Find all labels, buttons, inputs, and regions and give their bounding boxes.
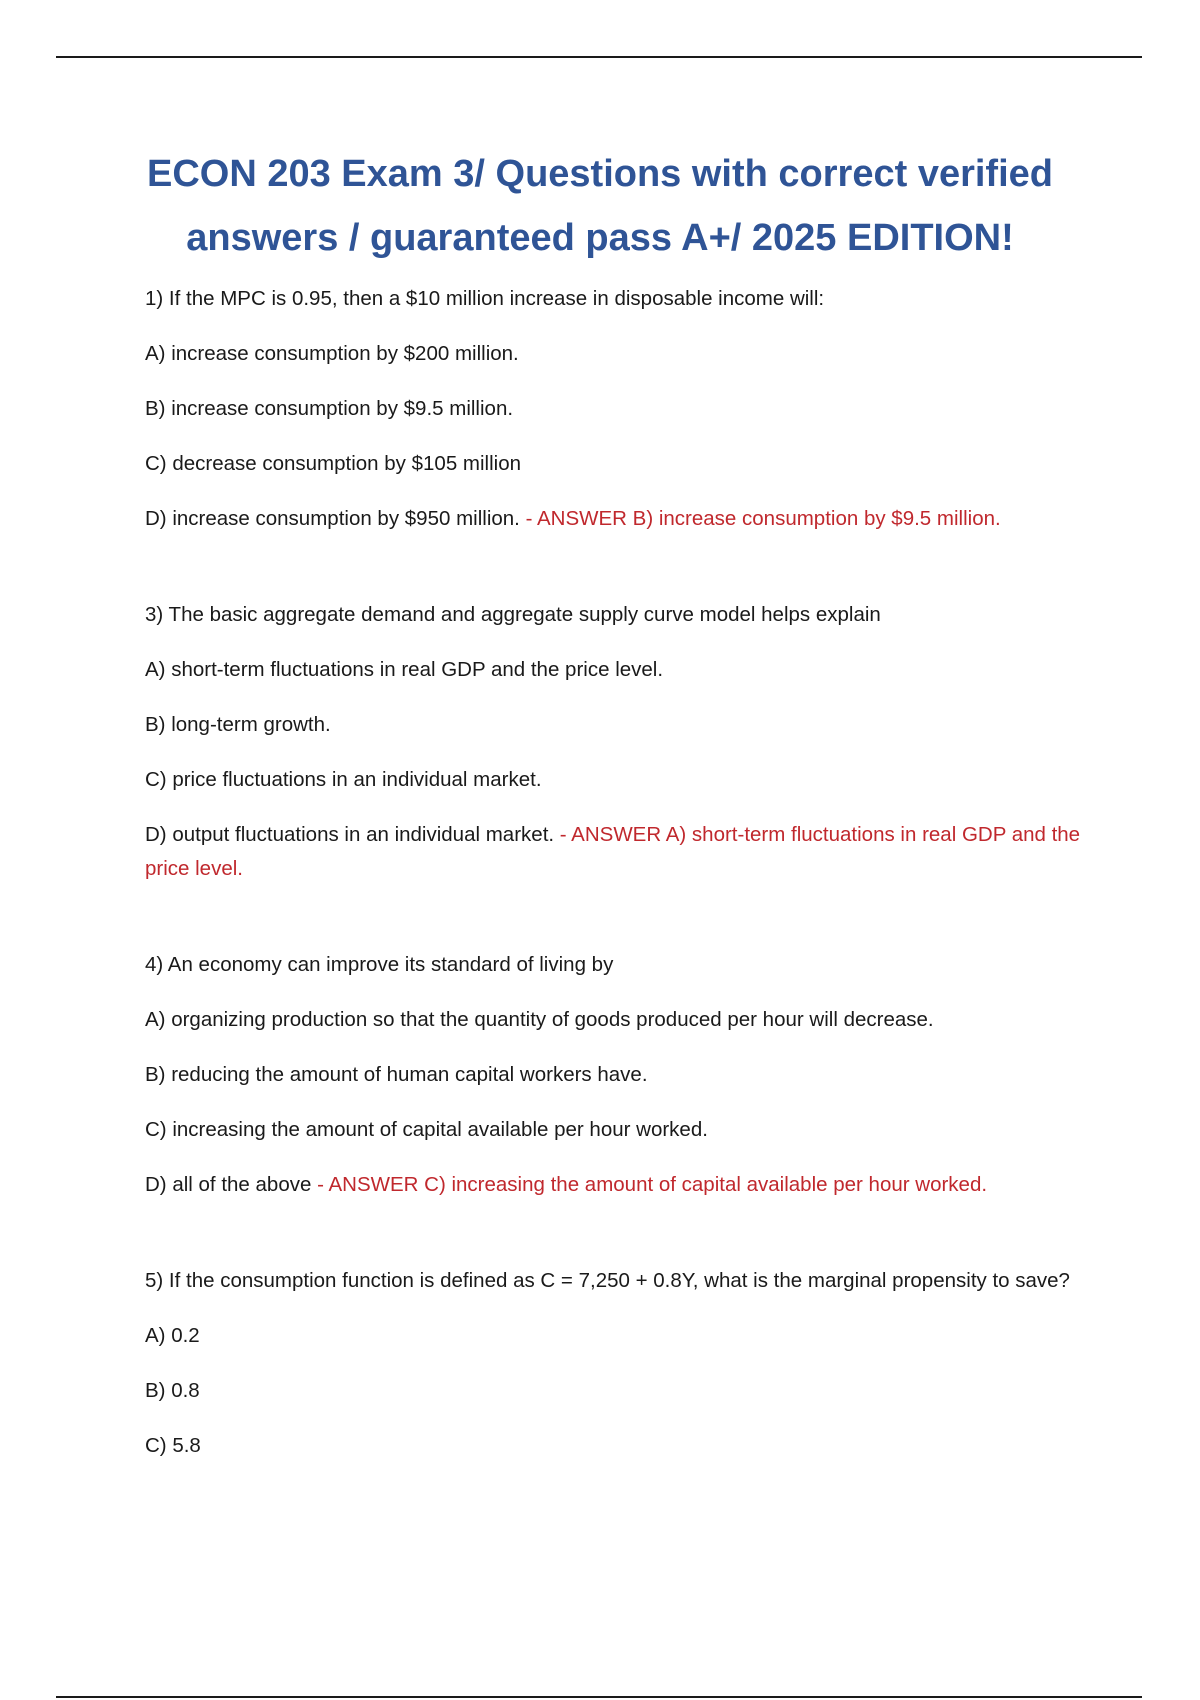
answer-text: - ANSWER A) short-term fluctuations in real GDP and the price level. bbox=[145, 823, 1081, 880]
option-b: B) reducing the amount of human capital workers have. bbox=[145, 1063, 648, 1086]
option-c: C) 5.8 bbox=[145, 1434, 201, 1457]
question-block-1 bbox=[145, 282, 1085, 536]
question-stem: 3) The basic aggregate demand and aggregate supply curve model helps explain bbox=[145, 603, 881, 626]
option-c: C) decrease consumption by $105 million bbox=[145, 452, 522, 475]
answer-text: - ANSWER B) increase consumption by $9.5 million. bbox=[519, 507, 1001, 530]
option-c: C) price fluctuations in an individual market. bbox=[145, 768, 542, 791]
option-d: D) all of the above bbox=[145, 1173, 312, 1196]
option-d: D) increase consumption by $950 million. bbox=[145, 507, 520, 530]
option-a: A) short-term fluctuations in real GDP and the price level. bbox=[145, 658, 664, 681]
option-d-with-answer bbox=[145, 818, 1085, 886]
option-b: B) increase consumption by $9.5 million. bbox=[145, 397, 514, 420]
question-block-5 bbox=[145, 1264, 1085, 1463]
question-stem: 4) An economy can improve its standard of living by bbox=[145, 953, 614, 976]
question-list bbox=[145, 282, 1085, 1525]
option-d-with-answer bbox=[145, 502, 1085, 536]
option-d: D) output fluctuations in an individual market. bbox=[145, 823, 555, 846]
option-a: A) increase consumption by $200 million. bbox=[145, 342, 519, 365]
answer-text: - ANSWER C) increasing the amount of capital available per hour worked. bbox=[311, 1173, 988, 1196]
top-rule bbox=[56, 56, 1142, 58]
question-stem: 1) If the MPC is 0.95, then a $10 million increase in disposable income will: bbox=[145, 287, 825, 310]
bottom-rule bbox=[56, 1696, 1142, 1698]
title-line-2: answers / guaranteed pass A+/ 2025 EDITION! bbox=[186, 217, 1014, 259]
question-block-3 bbox=[145, 598, 1085, 886]
question-stem: 5) If the consumption function is defined as C = 7,250 + 0.8Y, what is the marginal propensity to save? bbox=[145, 1269, 1070, 1292]
option-a: A) 0.2 bbox=[145, 1324, 200, 1347]
option-d-with-answer bbox=[145, 1168, 1085, 1202]
option-b: B) long-term growth. bbox=[145, 713, 331, 736]
title-line-1: ECON 203 Exam 3/ Questions with correct verified bbox=[147, 153, 1053, 195]
option-b: B) 0.8 bbox=[145, 1379, 200, 1402]
option-c: C) increasing the amount of capital available per hour worked. bbox=[145, 1118, 708, 1141]
document-title bbox=[100, 142, 1100, 270]
question-block-4 bbox=[145, 948, 1085, 1202]
option-a: A) organizing production so that the quantity of goods produced per hour will decrease. bbox=[145, 1008, 934, 1031]
